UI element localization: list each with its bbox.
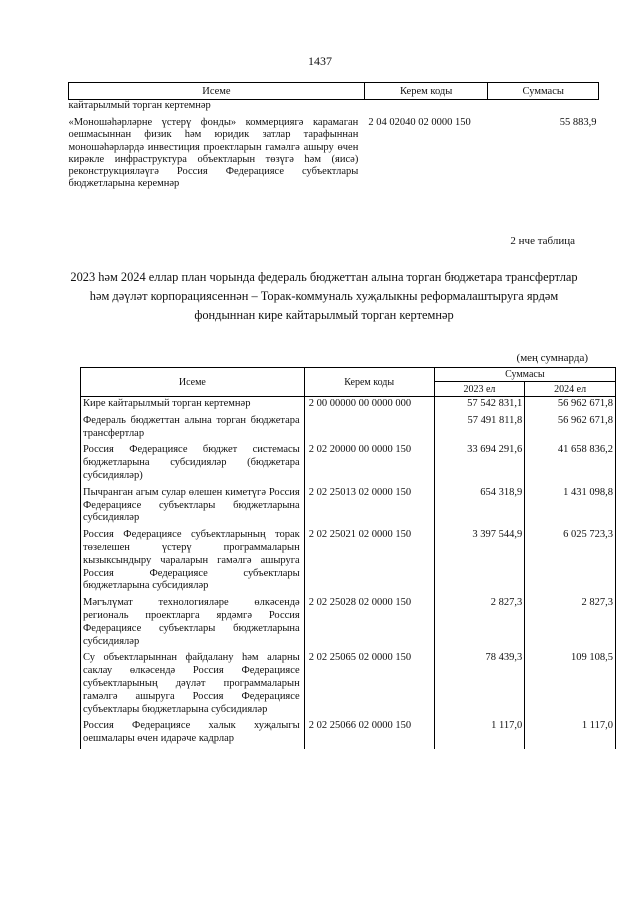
row-value-2023: 33 694 291,6: [434, 443, 525, 485]
row-value-2024: 56 962 671,8: [525, 397, 616, 414]
page-number: 1437: [308, 54, 332, 68]
table-row: [69, 100, 599, 118]
row-code: 2 02 25013 02 0000 150: [304, 486, 434, 528]
column-header-name: Исеме: [81, 368, 305, 397]
row-name: Кире кайтарылмый торган кертемнәр: [81, 397, 305, 414]
row-value-2024: 41 658 836,2: [525, 443, 616, 485]
row-code: 2 02 25028 02 0000 150: [304, 596, 434, 651]
row-value-2023: 57 491 811,8: [434, 414, 525, 444]
transfers-table: [80, 367, 616, 749]
table-row: [81, 414, 616, 444]
row-name: Россия Федерациясе халык хуҗалыгы оешмалары өчен идарәче кадрлар: [81, 719, 305, 749]
column-header-code: Керем коды: [304, 368, 434, 397]
row-name: Мәгълүмат технологияләре өлкәсендә региональ проектларга ярдәмгә Россия Федерациясе субъектлары бюджетларына субсидияләр: [81, 596, 305, 651]
row-name: «Моношәһәрләрне үстерү фонды» коммерциягә карамаган оешмасыннан физик һәм юридик затлар тарафыннан моношәһәрләрдә инвестиция проектларын гамәлгә ашыру өчен кирәкле инфраструктура объектларын төзүгә һәм (яисә) реконструкцияләүгә Россия Федерациясе субъектлары бюджетларына керемнәр: [68, 117, 359, 190]
column-header-2023: 2023 ел: [434, 382, 525, 397]
column-header-sum: Суммасы: [488, 83, 599, 100]
row-name: Су объектларыннан файдалану һәм аларны саклау өлкәсендә Россия Федерациясе субъектларының дәүләт программаларын гамәлгә ашыруга Россия Федерациясе субъектлары бюджетларына субсидияләр: [81, 651, 305, 719]
row-name: Федераль бюджеттан алына торган бюджетара трансфертлар: [81, 414, 305, 444]
row-name: Россия Федерациясе бюджет системасы бюджетларына субсидияләр (бюджетара субсидияләр): [81, 443, 305, 485]
column-header-sums: Суммасы: [434, 368, 615, 382]
row-code: 2 02 20000 00 0000 150: [304, 443, 434, 485]
table-row: [81, 397, 616, 414]
column-header-2024: 2024 ел: [525, 382, 616, 397]
row-name: Россия Федерациясе субъектларының торак төзелешен үстерү программаларын кызыксындыру чараларын гамәлгә ашыруга Россия Федерациясе субъектлары бюджетларына субсидияләр: [81, 528, 305, 596]
table-row: [81, 443, 616, 485]
row-value-2024: 6 025 723,3: [525, 528, 616, 596]
row-code: 2 02 25065 02 0000 150: [304, 651, 434, 719]
table-header-row: [81, 368, 616, 382]
table-row: [81, 528, 616, 596]
table-row: [69, 117, 599, 191]
units-note: (мең сумнарда): [516, 352, 588, 364]
table-row: [81, 651, 616, 719]
row-value-2024: 1 431 098,8: [525, 486, 616, 528]
table-label: 2 нче таблица: [510, 235, 575, 247]
page-title: 2023 һәм 2024 еллар план чорында федераль бюджеттан алына торган бюджетара трансфертлар һәм дәүләт корпорациясеннән – Торак-коммуналь хуҗалыкны реформалаштыруга ярдәм фондыннан кире кайтарылмый торган кертемнәр: [70, 270, 578, 322]
table-row: [81, 486, 616, 528]
table-header-row: [69, 83, 599, 100]
row-code: 2 04 02040 02 0000 150: [368, 117, 471, 128]
column-header-name: Исеме: [69, 83, 365, 100]
column-header-code: Керем коды: [364, 83, 488, 100]
row-value-2024: 56 962 671,8: [525, 414, 616, 444]
row-value-2023: 654 318,9: [434, 486, 525, 528]
row-code: 2 02 25066 02 0000 150: [304, 719, 434, 749]
row-value-2023: 57 542 831,1: [434, 397, 525, 414]
row-value-2023: 3 397 544,9: [434, 528, 525, 596]
continued-row-text: кайтарылмый торган кертемнәр: [68, 100, 211, 111]
table-row: [81, 719, 616, 749]
row-value-2023: 2 827,3: [434, 596, 525, 651]
row-code: 2 00 00000 00 0000 000: [304, 397, 434, 414]
row-sum: 55 883,9: [559, 117, 597, 128]
row-value-2024: 109 108,5: [525, 651, 616, 719]
row-value-2023: 78 439,3: [434, 651, 525, 719]
row-value-2024: 1 117,0: [525, 719, 616, 749]
row-name: Пычранган агым сулар өлешен киметүгә Россия Федерациясе субъектлары бюджетларына субсидияләр: [81, 486, 305, 528]
row-value-2024: 2 827,3: [525, 596, 616, 651]
table-row: [81, 596, 616, 651]
row-code: [304, 414, 434, 444]
row-code: 2 02 25021 02 0000 150: [304, 528, 434, 596]
row-value-2023: 1 117,0: [434, 719, 525, 749]
income-table-continued: [68, 82, 599, 191]
